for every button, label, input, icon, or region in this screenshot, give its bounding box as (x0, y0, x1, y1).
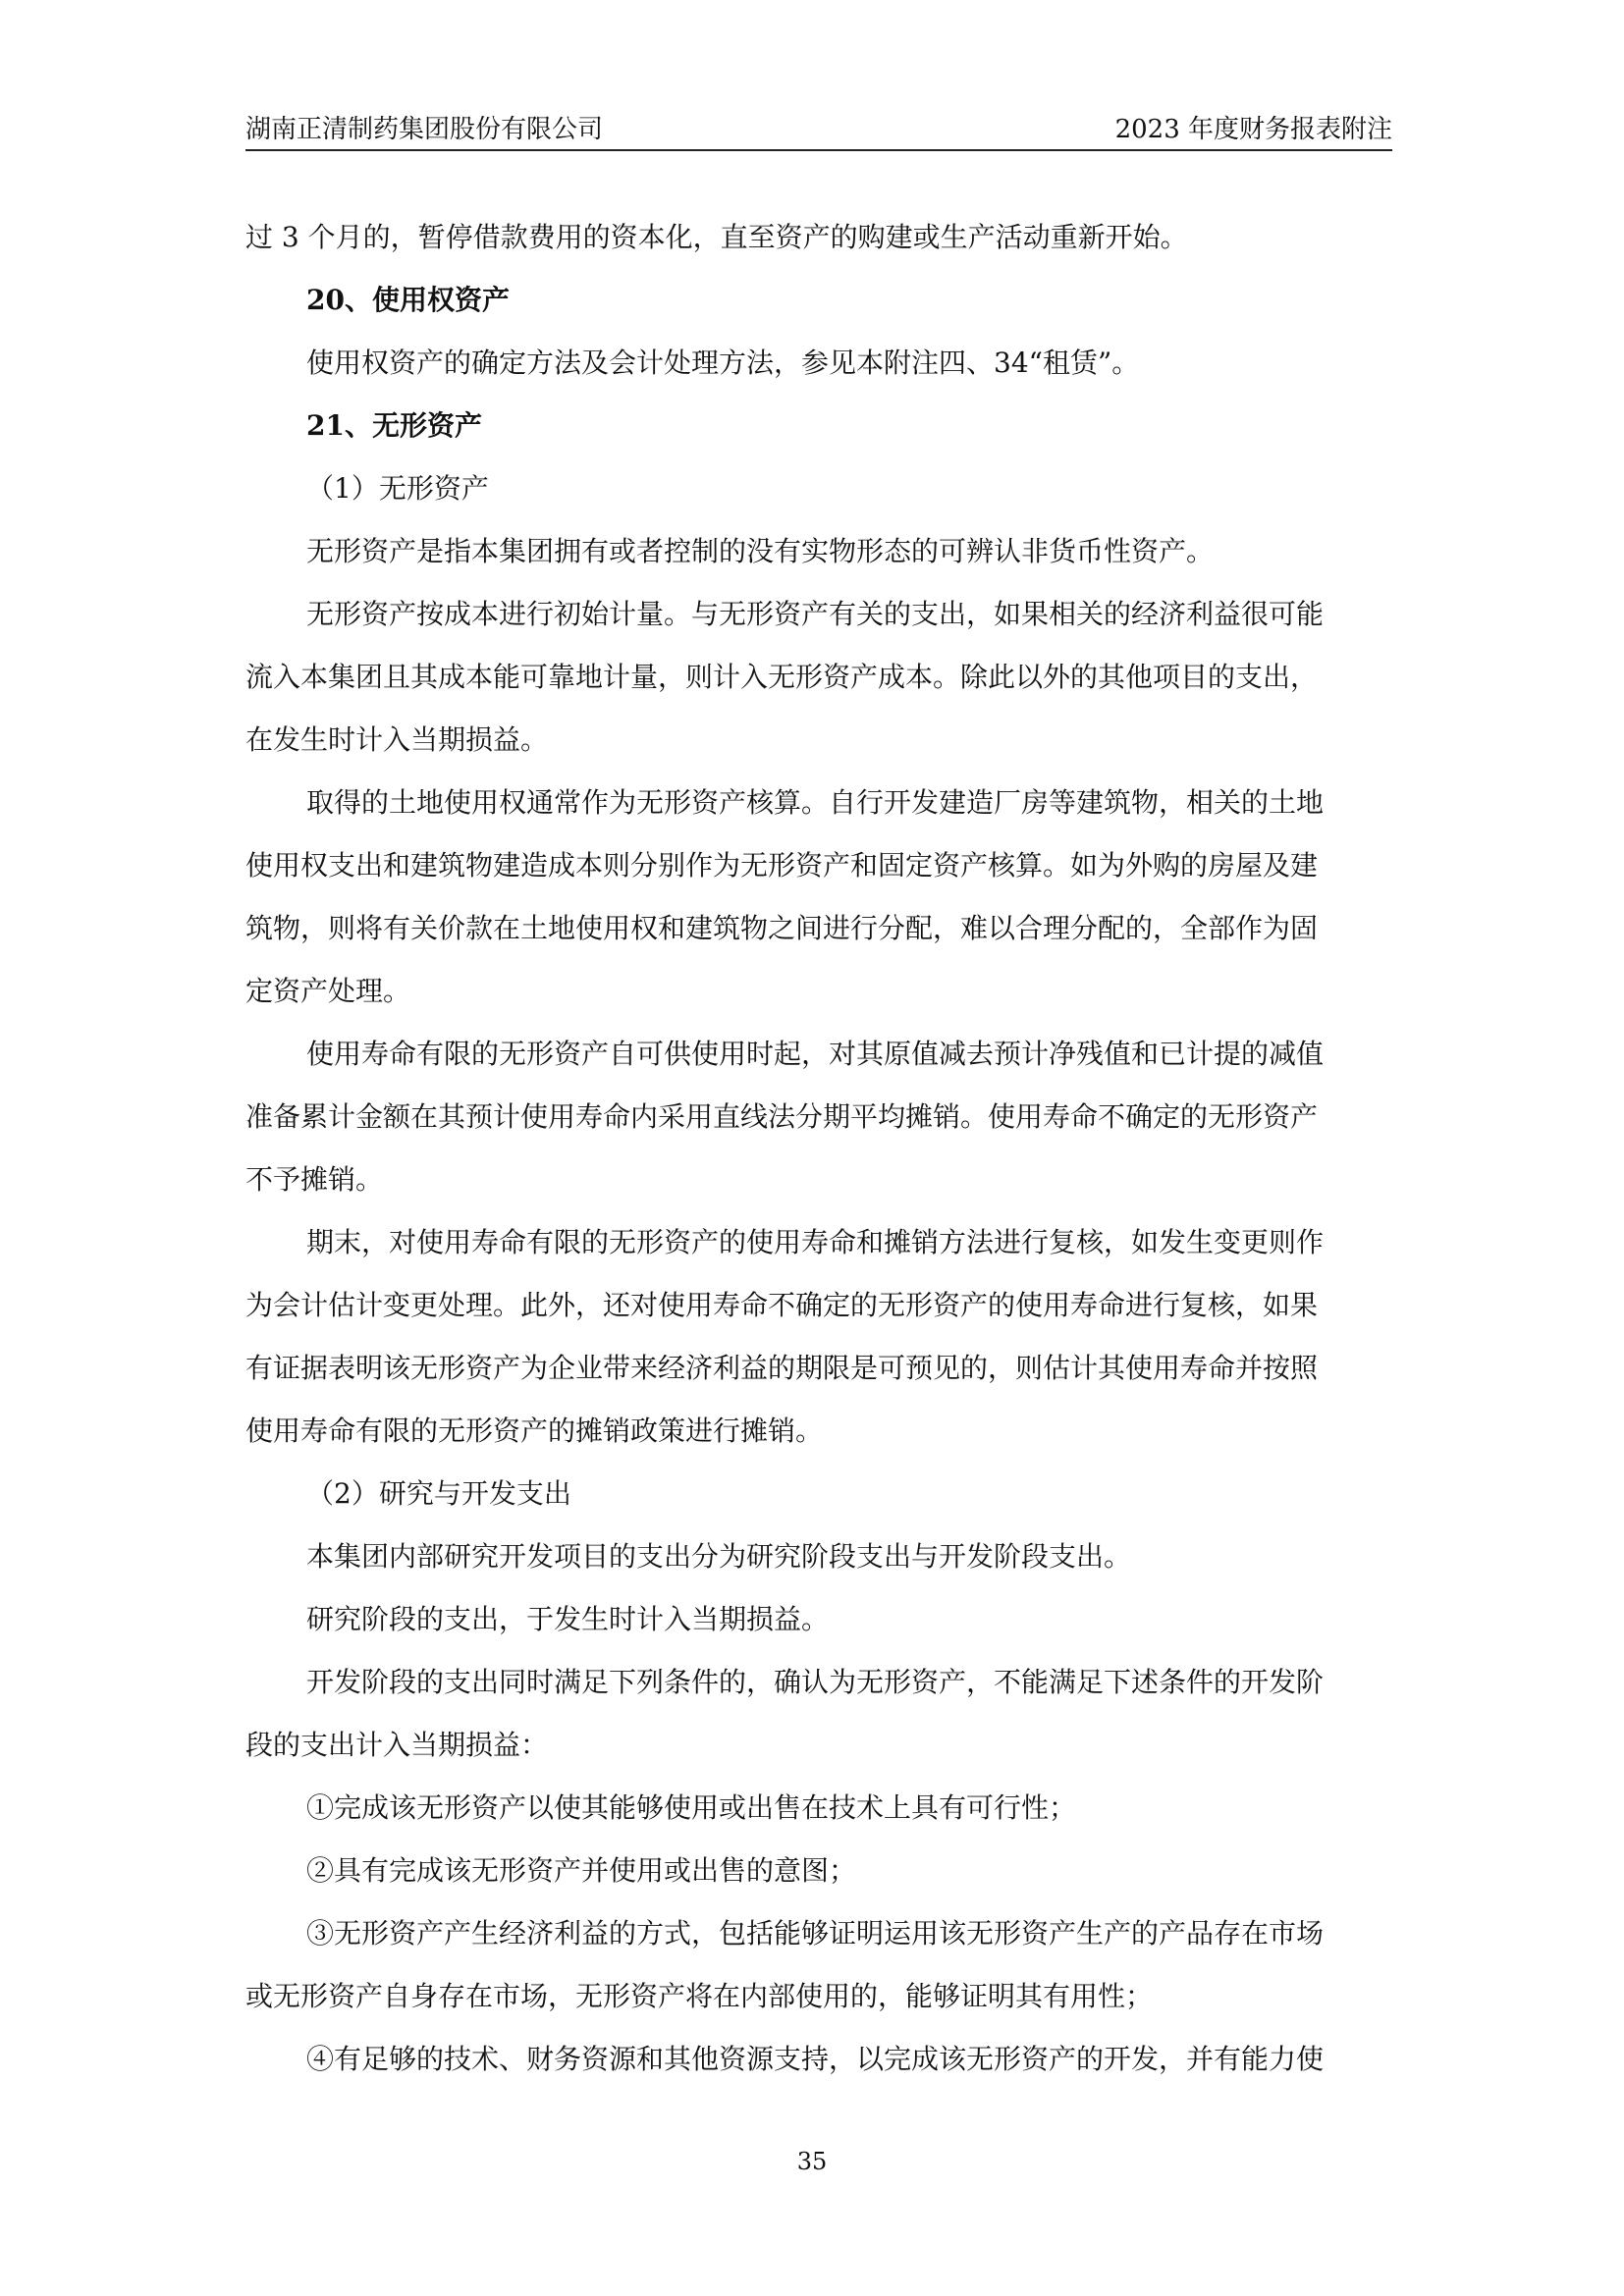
text-line: 取得的土地使用权通常作为无形资产核算。自行开发建造厂房等建筑物，相关的土地 (306, 786, 1325, 819)
text-line: 或无形资产自身存在市场，无形资产将在内部使用的，能够证明其有用性； (245, 1980, 1154, 2012)
text-line: ②具有完成该无形资产并使用或出售的意图； (306, 1854, 857, 1887)
page-header (245, 110, 1392, 151)
text-line: 准备累计金额在其预计使用寿命内采用直线法分期平均摊销。使用寿命不确定的无形资产 (245, 1100, 1319, 1133)
text-line: 段的支出计入当期损益： (245, 1729, 549, 1761)
text-line: 使用权资产的确定方法及会计处理方法，参见本附注四、34“租赁”。 (306, 347, 1140, 379)
text-line: 过 3 个月的，暂停借款费用的资本化，直至资产的购建或生产活动重新开始。 (245, 221, 1188, 253)
text-line: 流入本集团且其成本能可靠地计量，则计入无形资产成本。除此以外的其他项目的支出， (245, 661, 1319, 693)
text-line: 无形资产是指本集团拥有或者控制的没有实物形态的可辨认非货币性资产。 (306, 535, 1215, 567)
text-line: 研究阶段的支出，于发生时计入当期损益。 (306, 1603, 830, 1635)
document-body (245, 206, 1392, 2091)
text-line: 有证据表明该无形资产为企业带来经济利益的期限是可预见的，则估计其使用寿命并按照 (245, 1352, 1319, 1384)
page-number: 35 (796, 2148, 828, 2175)
section-heading: 20、使用权资产 (306, 284, 510, 316)
text-line: 本集团内部研究开发项目的支出分为研究阶段支出与开发阶段支出。 (306, 1540, 1132, 1573)
text-line: （1）无形资产 (306, 472, 489, 505)
text-line: 定资产处理。 (245, 975, 411, 1007)
text-line: 开发阶段的支出同时满足下列条件的，确认为无形资产，不能满足下述条件的开发阶 (306, 1666, 1325, 1698)
text-line: 使用寿命有限的无形资产自可供使用时起，对其原值减去预计净残值和已计提的减值 (306, 1038, 1325, 1070)
text-line: ③无形资产产生经济利益的方式，包括能够证明运用该无形资产生产的产品存在市场 (306, 1917, 1325, 1949)
company-name: 湖南正清制药集团股份有限公司 (245, 115, 604, 144)
text-line: 为会计估计变更处理。此外，还对使用寿命不确定的无形资产的使用寿命进行复核，如果 (245, 1289, 1319, 1321)
text-line: （2）研究与开发支出 (306, 1477, 571, 1510)
text-line: ①完成该无形资产以使其能够使用或出售在技术上具有可行性； (306, 1791, 1077, 1824)
text-line: 不予摊销。 (245, 1163, 384, 1196)
text-line: 筑物，则将有关价款在土地使用权和建筑物之间进行分配，难以合理分配的，全部作为固 (245, 912, 1319, 944)
text-line: 在发生时计入当期损益。 (245, 723, 549, 756)
text-line: 期末，对使用寿命有限的无形资产的使用寿命和摊销方法进行复核，如发生变更则作 (306, 1226, 1325, 1258)
report-title: 2023 年度财务报表附注 (1114, 115, 1392, 144)
text-line: 使用权支出和建筑物建造成本则分别作为无形资产和固定资产核算。如为外购的房屋及建 (245, 849, 1319, 881)
text-line: ④有足够的技术、财务资源和其他资源支持，以完成该无形资产的开发，并有能力使 (306, 2043, 1325, 2075)
section-heading: 21、无形资产 (306, 409, 482, 442)
text-line: 无形资产按成本进行初始计量。与无形资产有关的支出，如果相关的经济利益很可能 (306, 598, 1325, 630)
text-line: 使用寿命有限的无形资产的摊销政策进行摊销。 (245, 1415, 824, 1447)
